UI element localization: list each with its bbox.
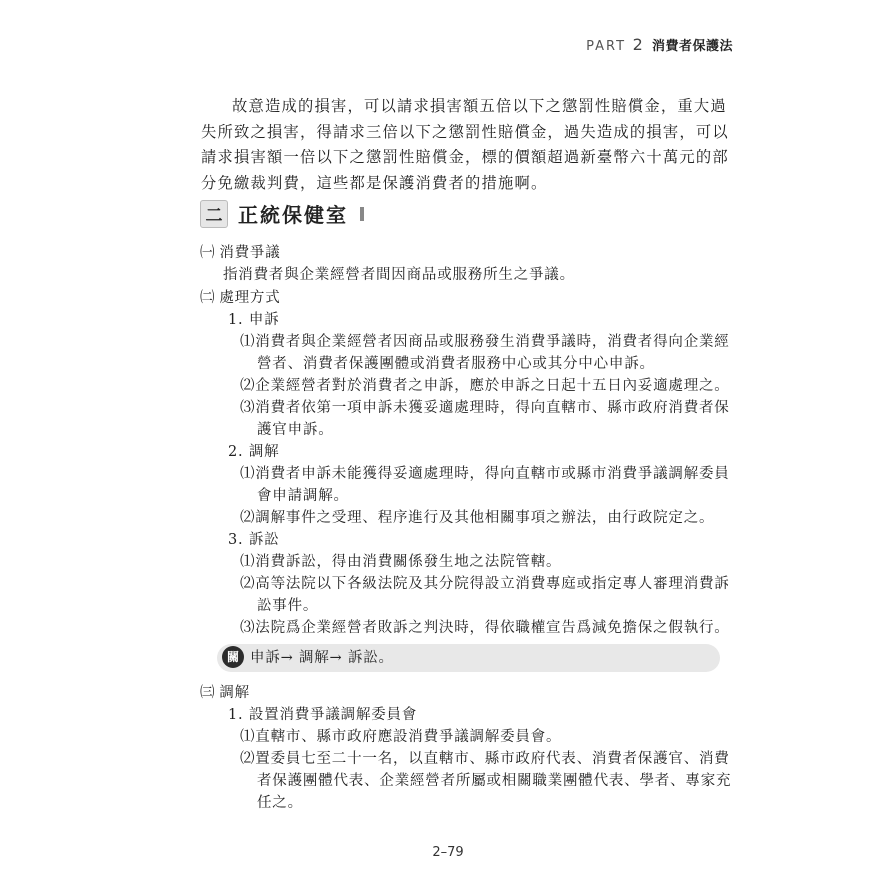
item-c1-2-line3: 任之。 bbox=[257, 795, 303, 811]
item-a-body: 指消費者與企業經營者間因商品或服務所生之爭議。 bbox=[223, 267, 575, 283]
section-title: 正統保健室 bbox=[238, 203, 348, 227]
item-b3-3: ⑶法院爲企業經營者敗訴之判決時，得依職權宣告爲減免擔保之假執行。 bbox=[240, 620, 730, 636]
item-b3-1: ⑴消費訴訟，得由消費關係發生地之法院管轄。 bbox=[240, 554, 562, 570]
item-b2: 2. 調解 bbox=[228, 444, 280, 460]
chapter-title: 消費者保護法 bbox=[651, 39, 733, 54]
section-title-bar bbox=[360, 207, 364, 221]
item-c1-2-line1: ⑵置委員七至二十一名，以直轄市、縣市政府代表、消費者保護官、消費 bbox=[240, 751, 730, 767]
page-number: 2–79 bbox=[432, 845, 464, 860]
running-header bbox=[586, 35, 733, 54]
item-b-heading bbox=[200, 287, 281, 309]
item-b3-2-line1: ⑵高等法院以下各級法院及其分院得設立消費專庭或指定專人審理消費訴 bbox=[240, 576, 730, 592]
item-a-heading bbox=[200, 242, 281, 264]
item-c1-2-line2: 者保護團體代表、企業經營者所屬或相關職業團體代表、學者、專家充 bbox=[257, 773, 732, 789]
item-b-title: 處理方式 bbox=[219, 290, 281, 306]
item-b1-3-line2: 護官申訴。 bbox=[257, 422, 334, 438]
key-point-icon: 關 bbox=[222, 646, 244, 668]
intro-paragraph: 故意造成的損害，可以請求損害額五倍以下之懲罰性賠償金，重大過失所致之損害，得請求三倍以下之懲罰性賠償金，過失造成的損害，可以請求損害額一倍以下之懲罰性賠償金，標的價額超過新臺幣六十萬元的部分免繳裁判費，這些都是保護消費者的措施啊。 bbox=[201, 97, 729, 192]
part-number: 2 bbox=[632, 35, 644, 54]
item-c-title: 調解 bbox=[219, 685, 250, 701]
item-b2-1-line2: 會申請調解。 bbox=[257, 488, 349, 504]
item-b1-3-line1: ⑶消費者依第一項申訴未獲妥適處理時，得向直轄市、縣市政府消費者保 bbox=[240, 400, 730, 416]
item-b2-1-line1: ⑴消費者申訴未能獲得妥適處理時，得向直轄市或縣市消費爭議調解委員 bbox=[240, 466, 730, 482]
item-b2-2: ⑵調解事件之受理、程序進行及其他相關事項之辦法，由行政院定之。 bbox=[240, 510, 715, 526]
item-b3-2-line2: 訟事件。 bbox=[257, 598, 319, 614]
item-c-marker: ㈢ bbox=[200, 685, 216, 701]
item-b1: 1. 申訴 bbox=[228, 312, 280, 328]
item-c-heading bbox=[200, 682, 250, 704]
key-point-text: 申訴→ 調解→ 訴訟。 bbox=[250, 650, 394, 666]
item-b1-2: ⑵企業經營者對於消費者之申訴，應於申訴之日起十五日內妥適處理之。 bbox=[240, 378, 730, 394]
item-b1-1-line2: 營者、消費者保護團體或消費者服務中心或其分中心申訴。 bbox=[257, 356, 655, 372]
section-heading bbox=[200, 199, 364, 228]
section-number-box: 二 bbox=[200, 200, 228, 228]
item-b1-1-line1: ⑴消費者與企業經營者因商品或服務發生消費爭議時，消費者得向企業經 bbox=[240, 334, 730, 350]
item-a-marker: ㈠ bbox=[200, 245, 216, 261]
part-label: PART bbox=[586, 39, 627, 54]
item-c1: 1. 設置消費爭議調解委員會 bbox=[228, 707, 418, 723]
item-c1-1: ⑴直轄市、縣市政府應設消費爭議調解委員會。 bbox=[240, 729, 562, 745]
item-b-marker: ㈡ bbox=[200, 290, 216, 306]
item-a-title: 消費爭議 bbox=[219, 245, 281, 261]
item-b3: 3. 訴訟 bbox=[228, 532, 280, 548]
